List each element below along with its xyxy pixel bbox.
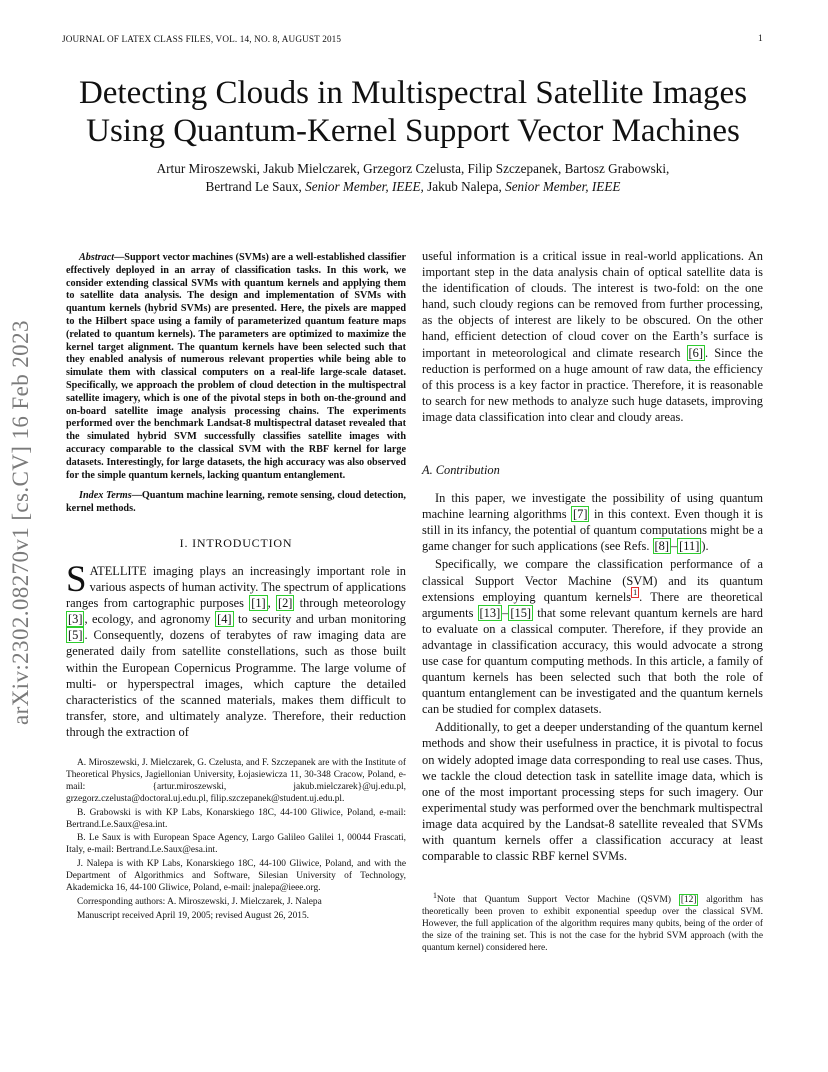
affiliation-note: A. Miroszewski, J. Mielczarek, G. Czelusta, and F. Szczepanek are with the Institute of Theoretical Physics, Jagiellonian University, Łojasiewicza 11, 30-348 Cracow, Poland, e-mail: {artur.miroszewski, jakub.mielczarek}@uj.edu.pl, grzegorz.czelusta@doctoral.uj.edu.pl, filip.szczepanek@student.uj.edu.pl. (66, 757, 406, 804)
citation-link[interactable]: [6] (688, 345, 703, 360)
author-line-2 (40, 178, 786, 196)
abstract-text: —Support vector machines (SVMs) are a well-established classifier effectively deployed in an array of classification tasks. In this work, we consider extending classical SVMs with quantum kernels and applying them to satellite data analysis. The design and implementation of SVMs with quantum kernels (hybrid SVMs) are presented. Here, the pixels are mapped to the Hilbert space using a family of parameterized quantum feature maps (related to quantum kernels). The parameters are optimized to maximize the kernel target alignment. The quantum kernels have been selected such that they enabled analysis of numerous relevant properties while being able to simulate them with classical computers on a real-life large-scale dataset. Specifically, we approach the problem of cloud detection in the multispectral satellite imagery, which is one of the pivotal steps in both on-the-ground and on-board satellite image analysis processing chains. The experiments performed over the benchmark Landsat-8 multispectral dataset revealed that the simulated hybrid SVM successfully classifies satellite images with accuracy comparable to the classical SVM with the RBF kernel for large datasets. Interestingly, for large datasets, the high accuracy was also observed for the simple quantum kernels, lacking quantum entanglement. (66, 252, 406, 481)
running-header: JOURNAL OF LATEX CLASS FILES, VOL. 14, NO. 8, AUGUST 2015 (62, 34, 342, 44)
citation-link[interactable]: [3] (68, 612, 83, 627)
index-terms (66, 490, 406, 516)
footnote-mark: 1 (433, 891, 437, 901)
author-name: Jakub Nalepa, (427, 179, 502, 194)
affiliation-note: B. Le Saux is with European Space Agency, Largo Galileo Galilei 1, 00044 Frascati, Italy, e-mail: Bertrand.Le.Saux@esa.int. (66, 833, 406, 856)
intro-paragraph: SATELLITE imaging plays an increasingly important role in various aspects of human activity. The spectrum of applications ranges from cartographic purposes [1] , [2] through meteorology [3] , ecology, and agronomy [4] to security and urban monitoring [5] . Consequently, dozens of terabytes of raw imaging data are generated daily from satellite constellations, such as those built within the European Copernicus Programme. The large volume of multi- or hyperspectral images, which capture the detailed characteristics of the scanned materials, makes them difficult to transfer, store, and ultimately analyze. Therefore, their reduction through the extraction of (66, 558, 406, 739)
author-name: Bertrand Le Saux, (205, 179, 302, 194)
footnote: $^1$Note that Quantum Support Vector Machine (QSVM) [12] algorithm has theoretically been proven to exhibit exponential speedup over the classical SVM. However, the full application of the algorithm requires many qubits, being of the order of the size of the training set. This is not the case for the hybrid SVM approach (with the quantum kernel) considered here. (422, 891, 764, 953)
contribution-paragraph: In this paper, we investigate the possibility of using quantum machine learning algorithms [7] in this context. Even though it is still in its infancy, the potential of quantum computations might be a game changer for such applications (see Refs. [8] – [11] ). (422, 491, 764, 554)
citation-link[interactable]: [2] (277, 596, 293, 611)
index-terms-text: —Quantum machine learning, remote sensing, cloud detection, kernel methods. (66, 490, 406, 515)
right-column (422, 248, 763, 955)
author-membership: Senior Member, IEEE, (305, 179, 424, 194)
abstract-label: Abstract (79, 252, 115, 263)
citation-link[interactable]: [5] (68, 628, 83, 643)
subsection-heading-contribution: A. Contribution (422, 463, 500, 478)
citation-link[interactable]: [4] (217, 612, 232, 627)
corresponding-authors: Corresponding authors: A. Miroszewski, J. Mielczarek, J. Nalepa (77, 896, 322, 907)
intro-paragraph-continued: useful information is a critical issue in real-world applications. An important step in the data analysis chain of optical satellite data is the identification of clouds. The interest is two-fold: on the one hand, such cloudy regions can be removed from further processing, as the objects of interest are likely to be obscured. On the other hand, efficient detection of cloud cover on the Earth’s surface is important in meteorological and climate research [6] . Since the reduction is performed on a huge amount of raw data, the efficiency of this process is a key factor in practice. Therefore, it is reasonable to search for new methods to analyze such huge datasets, improving image data classification into clear and cloudy areas. (422, 249, 763, 424)
contribution-paragraph: Additionally, to get a deeper understanding of the quantum kernel methods and show their usefulness in practice, it is pivotal to focus on widely adopted image data corresponding to real use cases. Thus, we tackle the cloud detection task in satellite image data, which is one of the most important processing steps for such imagery. Our experimental study was performed over the benchmark multispectral image data acquired by the Landsat-8 satellite revealed that SVMs with quantum kernels offer a classification accuracy at least comparable to classic RBF kernel SVMs. (422, 720, 763, 864)
footnote-link[interactable]: 1 (633, 588, 638, 598)
left-column (66, 252, 406, 925)
citation-link[interactable]: [7] (573, 507, 588, 522)
citation-link[interactable]: [8] (654, 539, 669, 554)
author-line-1: Artur Miroszewski, Jakub Mielczarek, Grzegorz Czelusta, Filip Szczepanek, Bartosz Grabowski, (156, 161, 670, 176)
citation-link[interactable]: [1] (251, 596, 266, 611)
contribution-paragraph: Specifically, we compare the classification performance of a classical Support Vector Machine (SVM) and its quantum extensions employing quantum kernels $^1$ . There are theoretical arguments [13] – [15] that some relevant quantum kernels are hard to evaluate on a classical computer. Therefore, if they provide an advantage in classification accuracy, this would advocate a strong use case for quantum computing methods. In this article, a family of quantum kernels has been selected such that both the role of quantum entanglement can be investigated and the quantum kernels can be studied for complex datasets. (422, 557, 763, 717)
citation-link[interactable]: [13] (479, 605, 501, 620)
abstract (66, 252, 406, 482)
paper-title: Detecting Clouds in Multispectral Satellite Images Using Quantum-Kernel Support Vector Machines (78, 75, 748, 149)
affiliation-note: B. Grabowski is with KP Labs, Konarskiego 18C, 44-100 Gliwice, Poland, e-mail: Bertrand.Le.Saux@esa.int. (66, 807, 406, 830)
manuscript-dates: Manuscript received April 19, 2005; revised August 26, 2015. (77, 910, 309, 921)
citation-link[interactable]: [11] (679, 539, 700, 554)
author-membership: Senior Member, IEEE (505, 179, 621, 194)
section-heading-introduction: I. INTRODUCTION (179, 535, 293, 550)
dropcap: S (66, 558, 87, 600)
arxiv-stamp: arXiv:2302.08270v1 [cs.CV] 16 Feb 2023 (8, 320, 33, 725)
affiliation-note: J. Nalepa is with KP Labs, Konarskiego 18C, 44-100 Gliwice, Poland, and with the Department of Algorithmics and Software, Silesian University of Technology, Akademicka 16, 44-100 Gliwice, Poland, e-mail: jnalepa@ieee.org. (66, 859, 406, 894)
author-list (40, 160, 786, 196)
affiliation-notes (66, 758, 406, 923)
index-terms-label: Index Terms (79, 490, 132, 502)
citation-link[interactable]: [15] (510, 605, 532, 620)
citation-link[interactable]: [12] (680, 895, 697, 906)
page-number: 1 (758, 34, 763, 44)
